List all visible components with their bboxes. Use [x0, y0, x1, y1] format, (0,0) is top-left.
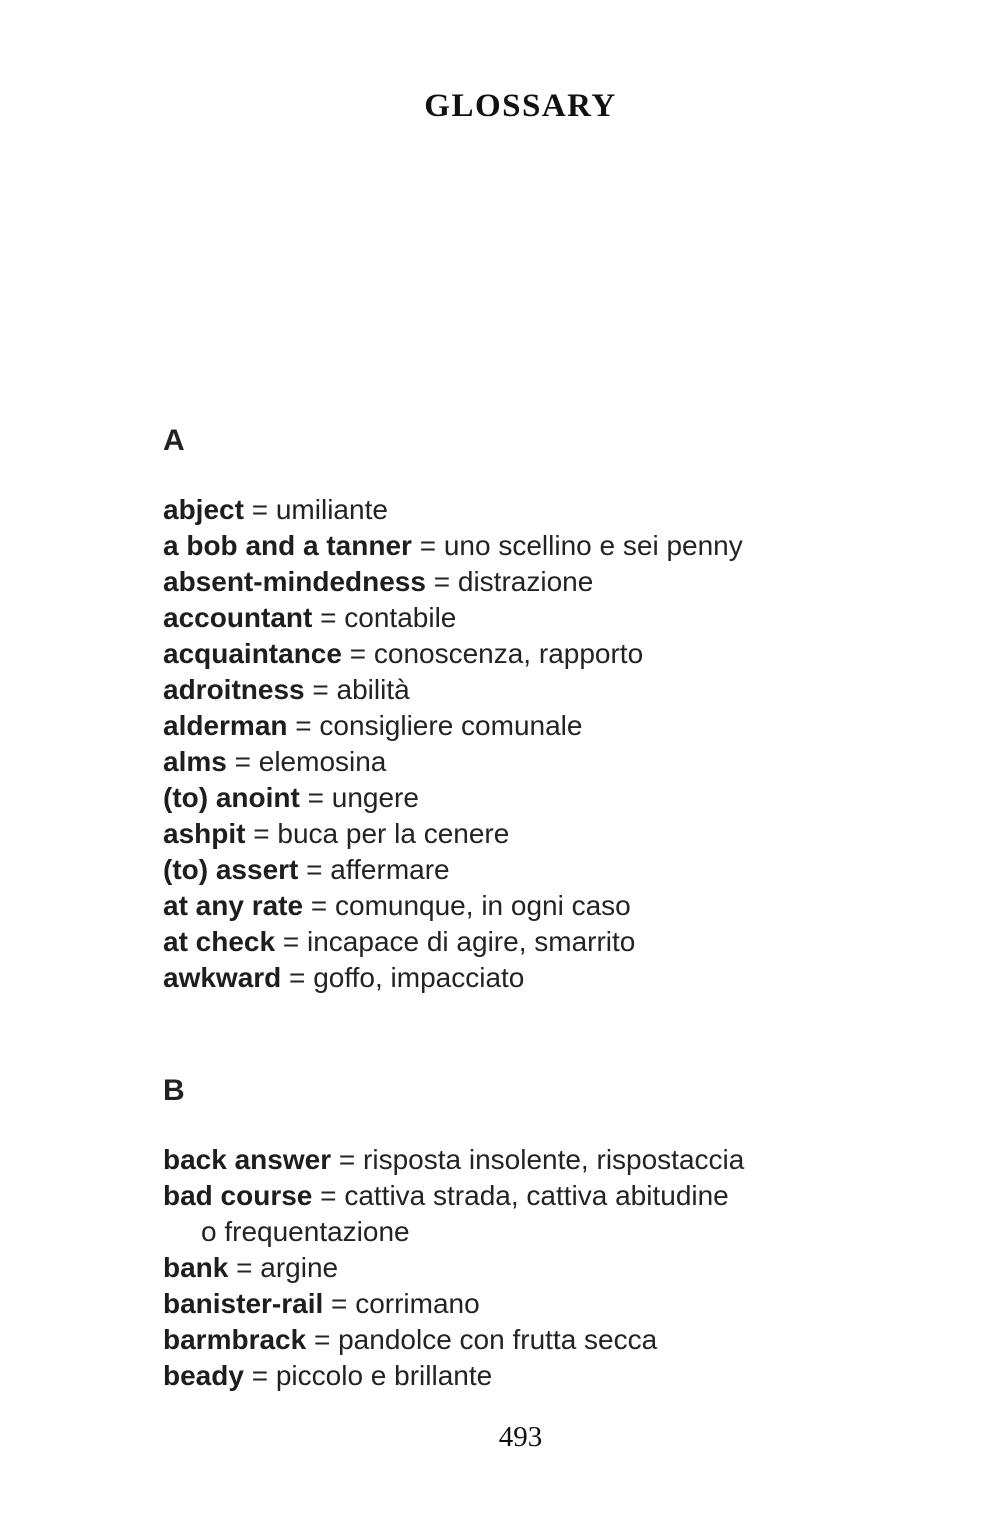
entry-translation: comunque, in ogni caso [335, 890, 631, 921]
equals-sign: = [281, 962, 314, 993]
equals-sign: = [341, 638, 374, 669]
glossary-entry [163, 1322, 878, 1358]
entry-translation: distrazione [457, 566, 594, 597]
equals-sign: = [312, 602, 345, 633]
entry-translation: conoscenza, rapporto [373, 638, 644, 669]
entry-translation: affermare [330, 854, 450, 885]
glossary-entry [163, 528, 878, 564]
equals-sign: = [323, 1288, 356, 1319]
glossary-content [163, 424, 878, 1394]
entries-list-b [163, 1142, 878, 1394]
entry-term: bank [163, 1252, 229, 1283]
entry-translation: piccolo e brillante [275, 1360, 493, 1391]
glossary-entry [163, 744, 878, 780]
entry-term: a bob and a tanner [163, 530, 412, 561]
equals-sign: = [245, 818, 278, 849]
section-heading-a: A [163, 424, 185, 457]
entry-term: back answer [163, 1144, 332, 1175]
entry-translation: corrimano [355, 1288, 480, 1319]
entry-term: banister-rail [163, 1288, 324, 1319]
entry-translation: cattiva strada, cattiva abitudine [344, 1180, 729, 1211]
equals-sign: = [425, 566, 458, 597]
equals-sign: = [306, 1324, 339, 1355]
entry-term: abject [163, 494, 244, 525]
entry-term: bad course [163, 1180, 313, 1211]
entry-translation-continued: o frequentazione [201, 1216, 410, 1247]
equals-sign: = [287, 710, 320, 741]
entry-translation: buca per la cenere [277, 818, 510, 849]
entry-translation: goffo, impacciato [313, 962, 525, 993]
glossary-entry [163, 924, 878, 960]
equals-sign: = [243, 1360, 276, 1391]
glossary-entry [163, 1142, 878, 1178]
entry-term: ashpit [163, 818, 246, 849]
equals-sign: = [226, 746, 259, 777]
glossary-entry [163, 780, 878, 816]
entry-term: alderman [163, 710, 288, 741]
equals-sign: = [411, 530, 444, 561]
glossary-entry [163, 492, 878, 528]
entry-translation: contabile [344, 602, 457, 633]
entry-term: acquaintance [163, 638, 342, 669]
equals-sign: = [331, 1144, 364, 1175]
entry-term: adroitness [163, 674, 305, 705]
entry-term: absent-mindedness [163, 566, 426, 597]
entry-translation: pandolce con frutta secca [338, 1324, 658, 1355]
entry-translation: elemosina [258, 746, 387, 777]
entry-term: at check [163, 926, 276, 957]
glossary-entry [163, 708, 878, 744]
equals-sign: = [299, 782, 332, 813]
glossary-entry [163, 600, 878, 636]
glossary-entry [163, 1286, 878, 1322]
entry-term: awkward [163, 962, 282, 993]
entry-translation: ungere [331, 782, 419, 813]
equals-sign: = [312, 1180, 345, 1211]
entry-translation: risposta insolente, rispostaccia [363, 1144, 745, 1175]
glossary-entry [163, 672, 878, 708]
glossary-entry [163, 1358, 878, 1394]
entry-translation: argine [260, 1252, 339, 1283]
glossary-entry [163, 816, 878, 852]
equals-sign: = [298, 854, 331, 885]
entry-translation: incapace di agire, smarrito [307, 926, 636, 957]
equals-sign: = [275, 926, 307, 957]
entry-term: at any rate [163, 890, 304, 921]
glossary-entry [163, 564, 878, 600]
entry-term: (to) anoint [163, 782, 300, 813]
entry-term: accountant [163, 602, 313, 633]
glossary-entry [163, 636, 878, 672]
glossary-entry [163, 1250, 878, 1286]
page-title: GLOSSARY [424, 88, 617, 124]
equals-sign: = [243, 494, 276, 525]
glossary-entry [163, 1178, 878, 1250]
page-number: 493 [498, 1421, 543, 1453]
entry-translation: abilità [336, 674, 410, 705]
entry-term: beady [163, 1360, 244, 1391]
entry-translation: uno scellino e sei penny [443, 530, 743, 561]
equals-sign: = [304, 674, 337, 705]
entry-term: (to) assert [163, 854, 299, 885]
entry-term: barmbrack [163, 1324, 307, 1355]
entry-translation: consigliere comunale [319, 710, 583, 741]
entry-translation: umiliante [275, 494, 388, 525]
glossary-entry [163, 888, 878, 924]
equals-sign: = [228, 1252, 261, 1283]
glossary-entry [163, 960, 878, 996]
equals-sign: = [303, 890, 335, 921]
entry-term: alms [163, 746, 227, 777]
glossary-entry [163, 852, 878, 888]
entries-list-a [163, 492, 878, 996]
section-heading-b: B [163, 1074, 185, 1107]
